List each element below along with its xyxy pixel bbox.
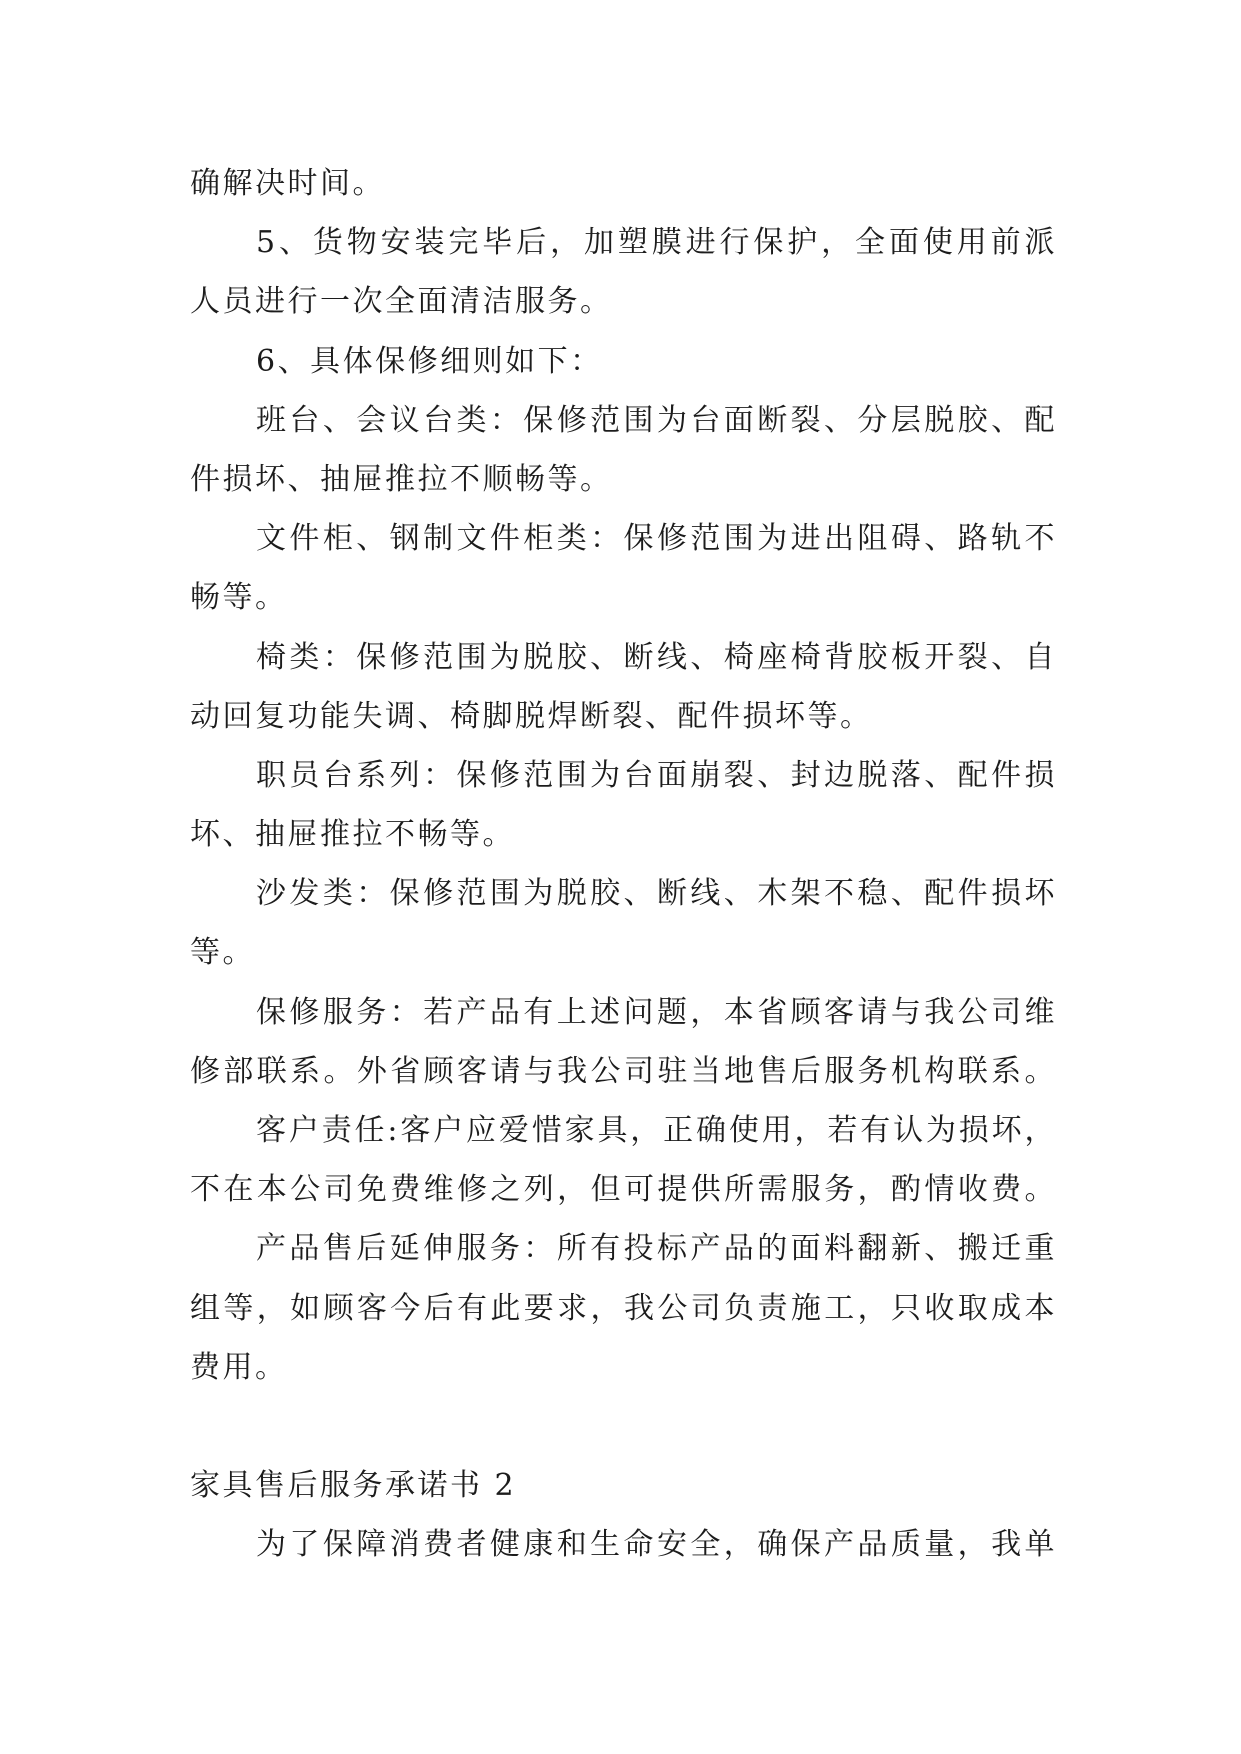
text-line: 畅等。	[190, 580, 288, 616]
text-line: 等。	[190, 935, 255, 971]
text-line: 职员台系列：保修范围为台面崩裂、封边脱落、配件损	[256, 757, 1057, 793]
paragraph	[190, 391, 1070, 509]
paragraph	[190, 1101, 1070, 1219]
paragraph	[190, 983, 1070, 1101]
paragraph	[190, 1219, 1070, 1397]
text-line: 费用。	[190, 1349, 288, 1385]
text-line: 为了保障消费者健康和生命安全，确保产品质量，我单	[256, 1527, 1057, 1563]
text-line: 6、具体保修细则如下：	[256, 343, 603, 379]
text-line: 确解决时间。	[190, 166, 385, 201]
section-heading: 家具售后服务承诺书 2	[190, 1468, 517, 1504]
text-line: 保修服务：若产品有上述问题，本省顾客请与我公司维	[256, 994, 1057, 1030]
paragraph	[190, 1515, 1070, 1574]
paragraph	[190, 332, 1070, 391]
paragraph	[190, 746, 1070, 864]
text-line: 修部联系。外省顾客请与我公司驻当地售后服务机构联系。	[190, 1053, 1057, 1089]
paragraph	[190, 509, 1070, 627]
text-line: 文件柜、钢制文件柜类：保修范围为进出阻碍、路轨不	[256, 521, 1057, 557]
paragraph	[190, 154, 1070, 213]
text-line: 组等，如顾客今后有此要求，我公司负责施工，只收取成本	[190, 1290, 1057, 1326]
text-line: 不在本公司免费维修之列，但可提供所需服务，酌情收费。	[190, 1172, 1057, 1208]
text-line: 椅类：保修范围为脱胶、断线、椅座椅背胶板开裂、自	[256, 639, 1057, 675]
text-line: 坏、抽屉推拉不畅等。	[190, 817, 515, 853]
paragraph	[190, 213, 1070, 331]
text-line: 人员进行一次全面清洁服务。	[190, 284, 613, 320]
text-line: 件损坏、抽屉推拉不顺畅等。	[190, 461, 613, 497]
text-line: 动回复功能失调、椅脚脱焊断裂、配件损坏等。	[190, 698, 873, 734]
text-line: 班台、会议台类：保修范围为台面断裂、分层脱胶、配	[256, 402, 1057, 438]
text-line: 5、货物安装完毕后，加塑膜进行保护，全面使用前派	[256, 225, 1057, 261]
blank-line	[190, 1397, 1070, 1456]
document-body	[190, 154, 1070, 1575]
text-line: 产品售后延伸服务：所有投标产品的面料翻新、搬迁重	[256, 1231, 1057, 1267]
text-line: 客户责任:客户应爱惜家具，正确使用，若有认为损坏，	[256, 1113, 1057, 1148]
paragraph	[190, 628, 1070, 746]
paragraph	[190, 864, 1070, 982]
text-line: 沙发类：保修范围为脱胶、断线、木架不稳、配件损坏	[256, 876, 1057, 912]
